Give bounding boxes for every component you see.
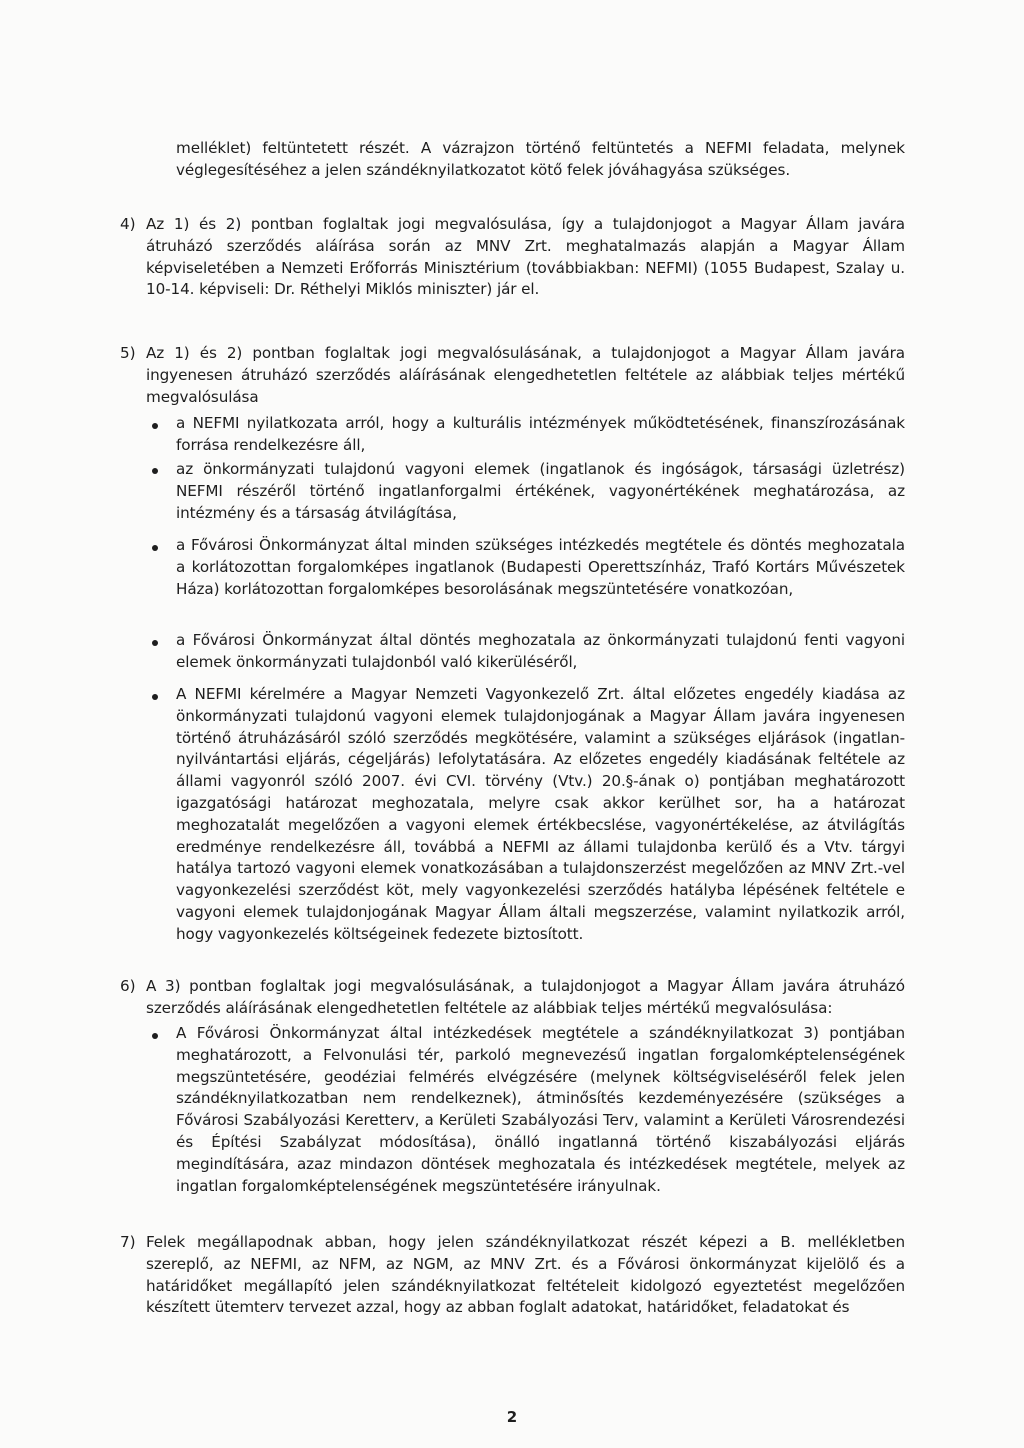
bullet-icon — [152, 1033, 158, 1039]
page-number: 2 — [506, 1408, 518, 1426]
bullet-icon — [152, 468, 158, 474]
section-number-6: 6) — [120, 977, 136, 995]
section-5-bullet-5: A NEFMI kérelmére a Magyar Nemzeti Vagyonkezelő Zrt. által előzetes engedély kiadása az önkormányzati tulajdonú vagyoni elemek tulajdonjogának a Magyar Állam javára ingyenesen történő átruházásáról szóló szerződés megkötésére, valamint a szükséges eljárások (ingatlan-nyilvántartási eljárás, cégeljárás) lefolytatására. Az előzetes engedély kiadásának feltétele az állami vagyonról szóló 2007. évi CVI. törvény (Vtv.) 20.§-ának o) pontjában meghatározott igazgatósági határozat meghozatala, melyre csak akkor kerülhet sor, ha a határozat meghozatalát megelőzően a vagyoni elemek értékbecslése, vagyonértékelése, az átvilágítás eredménye rendelkezésre áll, továbbá a NEFMI az állami tulajdonba kerülő és a Vtv. tárgyi hatálya tartozó vagyoni elemek vonatkozásában a tulajdonszerzést megelőzően az MNV Zrt.-vel vagyonkezelési szerződést köt, mely vagyonkezelési szerződés hatályba lépésének feltétele e vagyoni elemek tulajdonjogának Magyar Állam általi megszerzése, valamint nyilatkozik arról, hogy vagyonkezelés költségeinek fedezete biztosított. — [176, 685, 905, 943]
section-4-text: Az 1) és 2) pontban foglaltak jogi megvalósulása, így a tulajdonjogot a Magyar Állam javára átruházó szerződés aláírása során az MNV Zrt. meghatalmazás alapján a Magyar Állam képviseletében a Nemzeti Erőforrás Minisztérium (továbbiakban: NEFMI) (1055 Budapest, Szalay u. 10-14. képviseli: Dr. Réthelyi Miklós miniszter) jár el. — [146, 215, 905, 299]
section-6-text: A 3) pontban foglaltak jogi megvalósulásának, a tulajdonjogot a Magyar Állam javára átruházó szerződés aláírásának elengedhetetlen feltétele az alábbiak teljes mértékű megvalósulása: — [146, 977, 905, 1017]
bullet-icon — [152, 423, 158, 429]
section-6-bullet-1: A Fővárosi Önkormányzat által intézkedések megtétele a szándéknyilatkozat 3) pontjában meghatározott, a Felvonulási tér, parkoló megnevezésű ingatlan forgalomképtelenségének megszüntetésére, geodéziai felmérés elvégzésére (melynek költségviseléséről felek jelen szándéknyilatkozatban nem rendelkeznek), átminősítés kezdeményezésére (szükséges a Fővárosi Szabályozási Keretterv, a Kerületi Szabályozási Terv, valamint a Kerületi Városrendezési és Építési Szabályzat módosítása), önálló ingatlanná történő kiszabályozási eljárás megindítására, azaz mindazon döntések meghozatala és intézkedések megtétele, melyek az ingatlan forgalomképtelenségének megszüntetésére irányulnak. — [176, 1024, 905, 1195]
section-number-4: 4) — [120, 215, 136, 233]
bullet-icon — [152, 694, 158, 700]
section-number-5: 5) — [120, 344, 136, 362]
bullet-icon — [152, 545, 158, 551]
bullet-icon — [152, 640, 158, 646]
section-5-bullet-4: a Fővárosi Önkormányzat által döntés meghozatala az önkormányzati tulajdonú fenti vagyoni elemek önkormányzati tulajdonból való kikerüléséről, — [176, 631, 905, 671]
section-5-bullet-1: a NEFMI nyilatkozata arról, hogy a kulturális intézmények működtetésének, finanszírozásának forrása rendelkezésre áll, — [176, 414, 905, 454]
section-5-text: Az 1) és 2) pontban foglaltak jogi megvalósulásának, a tulajdonjogot a Magyar Állam javára ingyenesen átruházó szerződés aláírásának elengedhetetlen feltétele az alábbiak teljes mértékű megvalósulása — [146, 344, 905, 406]
section-5-bullet-2: az önkormányzati tulajdonú vagyoni elemek (ingatlanok és ingóságok, társasági üzletrész) NEFMI részéről történő ingatlanforgalmi értékének, vagyonértékének meghatározása, az intézmény és a társaság átvilágítása, — [176, 460, 905, 522]
section-number-7: 7) — [120, 1233, 136, 1251]
section-7-text: Felek megállapodnak abban, hogy jelen szándéknyilatkozat részét képezi a B. mellékletben szereplő, az NEFMI, az NFM, az NGM, az MNV Zrt. és a Fővárosi önkormányzat kijelölő és a határidőket megállapító jelen szándéknyilatkozat feltételeit kidolgozó egyeztetést megelőzően készített ütemterv tervezet azzal, hogy az abban foglalt adatokat, határidőket, feladatokat és — [146, 1233, 905, 1317]
section-5-bullet-3: a Fővárosi Önkormányzat által minden szükséges intézkedés megtétele és döntés meghozatala a korlátozottan forgalomképes ingatlanok (Budapesti Operettszínház, Trafó Kortárs Művészetek Háza) korlátozottan forgalomképes besorolásának megszüntetésére vonatkozóan, — [176, 536, 905, 598]
intro-paragraph: melléklet) feltüntetett részét. A vázrajzon történő feltüntetés a NEFMI feladata, melynek véglegesítéséhez a jelen szándéknyilatkozatot kötő felek jóváhagyása szükséges. — [176, 139, 905, 179]
